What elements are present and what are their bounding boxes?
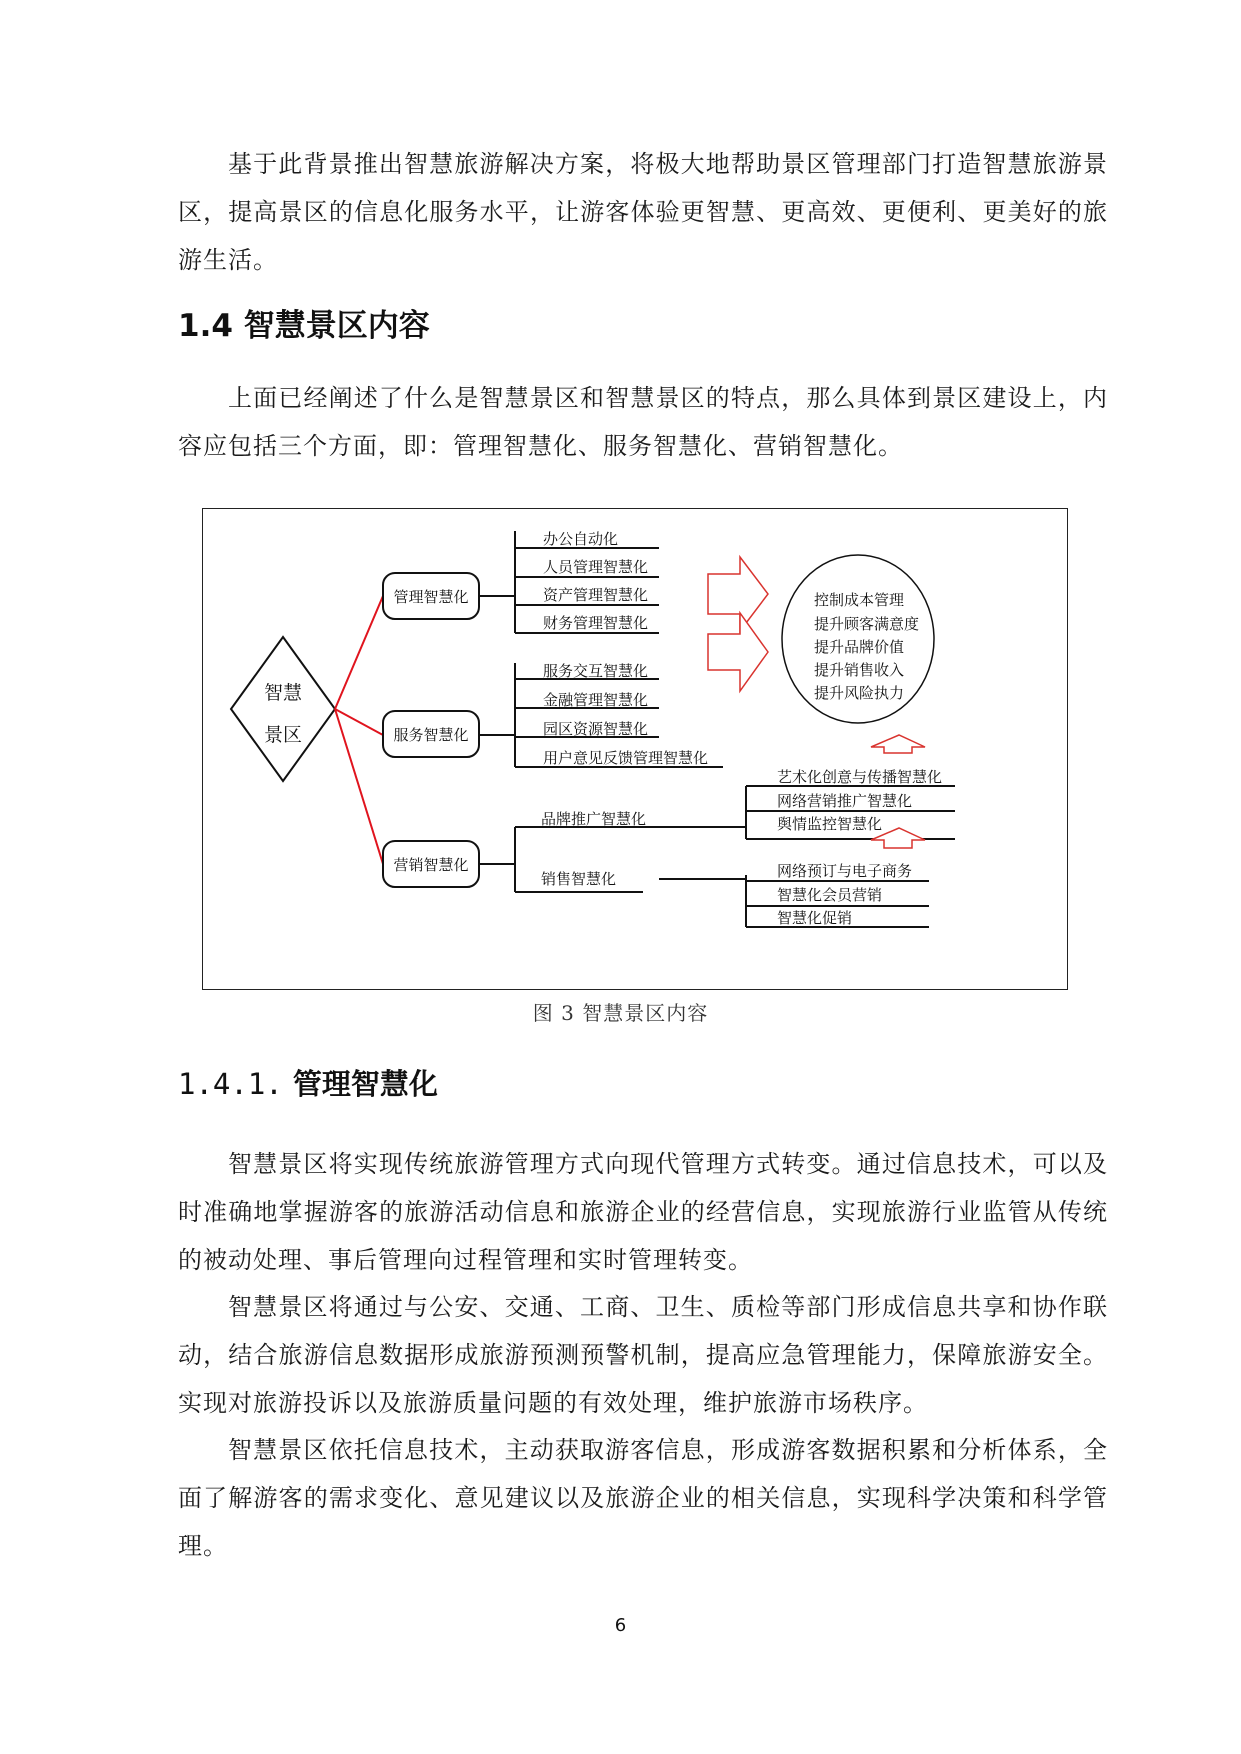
brand-label: 品牌推广智慧化	[541, 810, 647, 828]
section-heading: 1.4 智慧景区内容	[178, 308, 430, 344]
root-branch-lines	[335, 596, 383, 864]
root-label-line2: 景区	[263, 724, 303, 746]
service-item: 用户意见反馈管理智慧化	[543, 749, 709, 767]
body-paragraph: 智慧景区将通过与公安、交通、工商、卫生、质检等部门形成信息共享和协作联动，结合旅游信息数据形成旅游预测预警机制，提高应急管理能力，保障旅游安全。实现对旅游投诉以及旅游质量问题的有效处理，维护旅游市场秩序。	[178, 1293, 1108, 1417]
figure-caption: 图 3 智慧景区内容	[532, 1001, 709, 1025]
smart-scenic-diagram	[202, 508, 1068, 990]
brand-item: 舆情监控智慧化	[777, 815, 883, 833]
mgmt-item: 办公自动化	[543, 530, 619, 548]
outcome-item: 提升销售收入	[814, 661, 905, 679]
subsection-heading	[178, 1062, 438, 1103]
outcome-item: 控制成本管理	[814, 591, 905, 609]
marketing-label: 营销智慧化	[393, 856, 469, 874]
service-item: 服务交互智慧化	[543, 662, 649, 680]
brand-item: 网络营销推广智慧化	[777, 792, 913, 810]
outcome-item: 提升风险执力	[814, 684, 905, 702]
arrow-right-icon	[708, 557, 768, 631]
mgmt-item: 财务管理智慧化	[543, 614, 649, 632]
brand-item: 艺术化创意与传播智慧化	[777, 768, 943, 786]
arrow-up-icon	[871, 735, 925, 753]
outcome-item: 提升品牌价值	[814, 638, 905, 656]
diagram-svg	[203, 509, 1069, 991]
sales-label: 销售智慧化	[541, 870, 617, 888]
sales-item: 智慧化会员营销	[777, 886, 883, 904]
service-label: 服务智慧化	[393, 726, 469, 744]
subsection-number: 1.4.1.	[178, 1067, 283, 1101]
service-item: 园区资源智慧化	[543, 720, 649, 738]
intro-paragraph: 基于此背景推出智慧旅游解决方案，将极大地帮助景区管理部门打造智慧旅游景区，提高景区的信息化服务水平，让游客体验更智慧、更高效、更便利、更美好的旅游生活。	[178, 150, 1108, 274]
page-number: 6	[614, 1615, 627, 1636]
mgmt-label: 管理智慧化	[393, 588, 469, 606]
arrow-right-icon	[708, 613, 768, 691]
root-label-line1: 智慧	[263, 682, 303, 704]
body-paragraph: 智慧景区将实现传统旅游管理方式向现代管理方式转变。通过信息技术，可以及时准确地掌握游客的旅游活动信息和旅游企业的经营信息，实现旅游行业监管从传统的被动处理、事后管理向过程管理和实时管理转变。	[178, 1150, 1108, 1274]
outcome-item: 提升顾客满意度	[814, 615, 920, 633]
service-item: 金融管理智慧化	[543, 691, 649, 709]
root-diamond	[231, 637, 335, 781]
mgmt-item: 人员管理智慧化	[543, 558, 649, 576]
sales-item: 智慧化促销	[777, 909, 853, 927]
section-intro-paragraph: 上面已经阐述了什么是智慧景区和智慧景区的特点，那么具体到景区建设上，内容应包括三个方面，即：管理智慧化、服务智慧化、营销智慧化。	[178, 384, 1108, 460]
body-paragraph: 智慧景区依托信息技术，主动获取游客信息，形成游客数据积累和分析体系，全面了解游客的需求变化、意见建议以及旅游企业的相关信息，实现科学决策和科学管理。	[178, 1436, 1108, 1560]
sales-item: 网络预订与电子商务	[777, 862, 913, 880]
mgmt-item: 资产管理智慧化	[543, 586, 649, 604]
subsection-title: 管理智慧化	[292, 1067, 438, 1101]
